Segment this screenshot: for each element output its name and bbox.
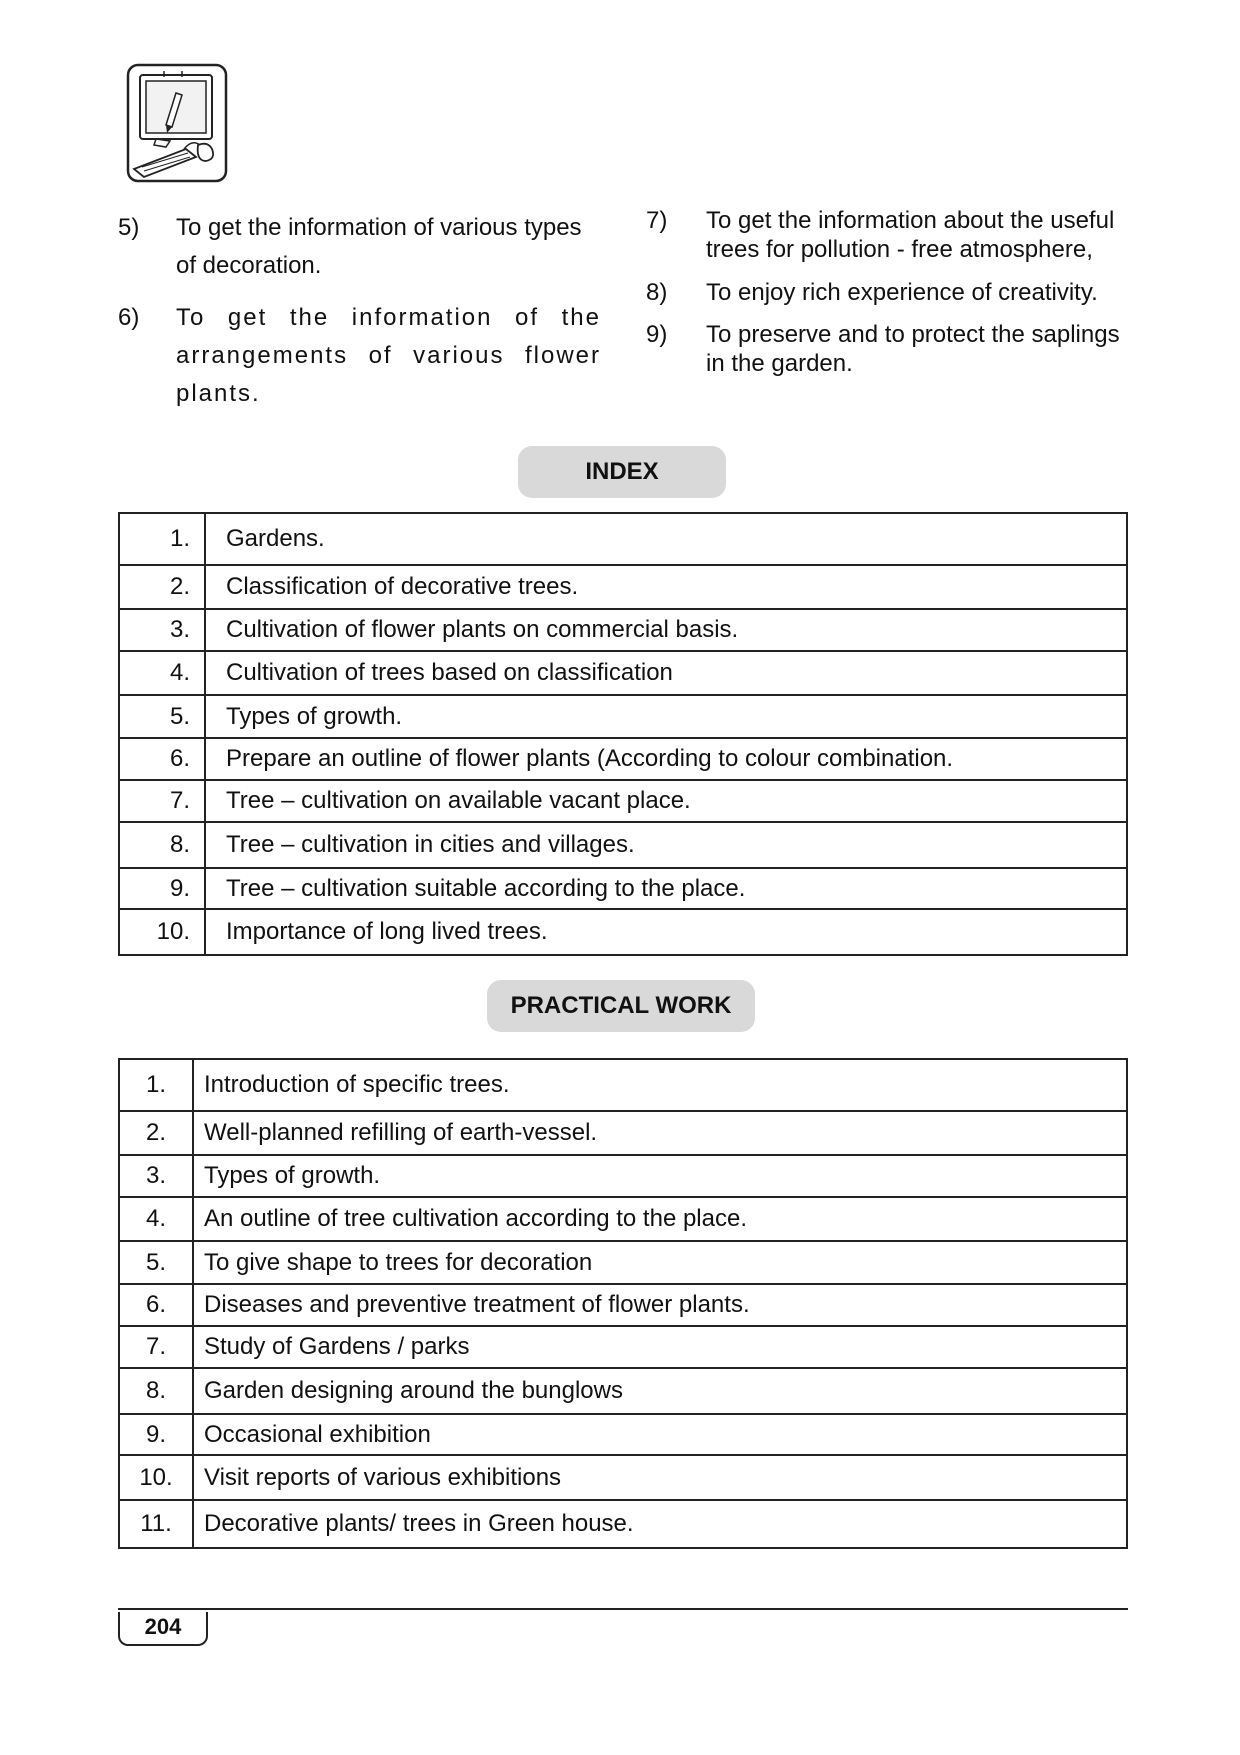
table-row [119,513,1127,565]
table-row [119,1368,1127,1414]
table-row [119,651,1127,695]
row-number: 5. [119,1241,193,1284]
row-number: 4. [119,651,205,695]
table-row [119,1155,1127,1197]
row-number: 7. [119,1326,193,1368]
row-text: Decorative plants/ trees in Green house. [193,1500,1127,1548]
table-row [119,695,1127,738]
index-table [118,512,1128,956]
row-text: Introduction of specific trees. [193,1059,1127,1111]
row-text: Tree – cultivation suitable according to the place. [205,868,1127,909]
table-row [119,1241,1127,1284]
row-text: Tree – cultivation on available vacant place. [205,780,1127,822]
table-row [119,1500,1127,1548]
table-row [119,565,1127,609]
table-row [119,1284,1127,1326]
row-number: 3. [119,609,205,651]
row-number: 5. [119,695,205,738]
row-number: 10. [119,909,205,955]
row-text: Classification of decorative trees. [205,565,1127,609]
objective-text: To get the information of various types of decoration. [176,214,582,279]
row-number: 8. [119,1368,193,1414]
footer-divider [118,1608,1128,1610]
objective-number: 7) [646,207,668,234]
row-number: 11. [119,1500,193,1548]
row-number: 1. [119,513,205,565]
row-text: An outline of tree cultivation according to the place. [193,1197,1127,1241]
row-number: 6. [119,1284,193,1326]
table-row [119,909,1127,955]
objective-6 [118,299,608,407]
index-heading: INDEX [518,446,726,498]
row-text: Occasional exhibition [193,1414,1127,1455]
table-row [119,738,1127,780]
row-number: 3. [119,1155,193,1197]
row-number: 1. [119,1059,193,1111]
computer-drawing-icon [126,63,228,183]
table-row [119,822,1127,868]
row-number: 2. [119,565,205,609]
objective-number: 6) [118,304,140,331]
objective-number: 8) [646,279,668,306]
row-number: 9. [119,1414,193,1455]
row-number: 6. [119,738,205,780]
objective-text: To preserve and to protect the saplings in the garden. [706,321,1120,377]
objective-5 [118,209,608,285]
table-row [119,1455,1127,1500]
row-text: Cultivation of flower plants on commercial basis. [205,609,1127,651]
objective-text: To enjoy rich experience of creativity. [706,279,1098,306]
objective-text: To get the information of the arrangements of various flower plants. [176,304,601,407]
row-text: Garden designing around the bunglows [193,1368,1127,1414]
objective-text: To get the information about the useful trees for pollution - free atmosphere, [706,207,1115,263]
table-row [119,1197,1127,1241]
practical-work-heading: PRACTICAL WORK [487,980,755,1032]
practical-work-table [118,1058,1128,1549]
row-text: Types of growth. [205,695,1127,738]
row-text: Prepare an outline of flower plants (According to colour combination. [205,738,1127,780]
row-number: 4. [119,1197,193,1241]
row-text: Importance of long lived trees. [205,909,1127,955]
row-text: To give shape to trees for decoration [193,1241,1127,1284]
table-row [119,1059,1127,1111]
row-number: 2. [119,1111,193,1155]
table-row [119,1326,1127,1368]
row-text: Cultivation of trees based on classification [205,651,1127,695]
table-row [119,1111,1127,1155]
row-text: Study of Gardens / parks [193,1326,1127,1368]
objective-number: 9) [646,321,668,348]
page-number: 204 [118,1612,208,1646]
row-text: Diseases and preventive treatment of flower plants. [193,1284,1127,1326]
objective-8 [646,278,1136,308]
row-text: Gardens. [205,513,1127,565]
table-row [119,609,1127,651]
objective-7 [646,206,1136,264]
table-row [119,868,1127,909]
row-number: 10. [119,1455,193,1500]
row-text: Tree – cultivation in cities and villages. [205,822,1127,868]
row-text: Visit reports of various exhibitions [193,1455,1127,1500]
row-number: 7. [119,780,205,822]
row-text: Well-planned refilling of earth-vessel. [193,1111,1127,1155]
row-number: 9. [119,868,205,909]
objective-9 [646,320,1136,378]
table-row [119,780,1127,822]
objective-number: 5) [118,214,140,241]
table-row [119,1414,1127,1455]
row-number: 8. [119,822,205,868]
row-text: Types of growth. [193,1155,1127,1197]
